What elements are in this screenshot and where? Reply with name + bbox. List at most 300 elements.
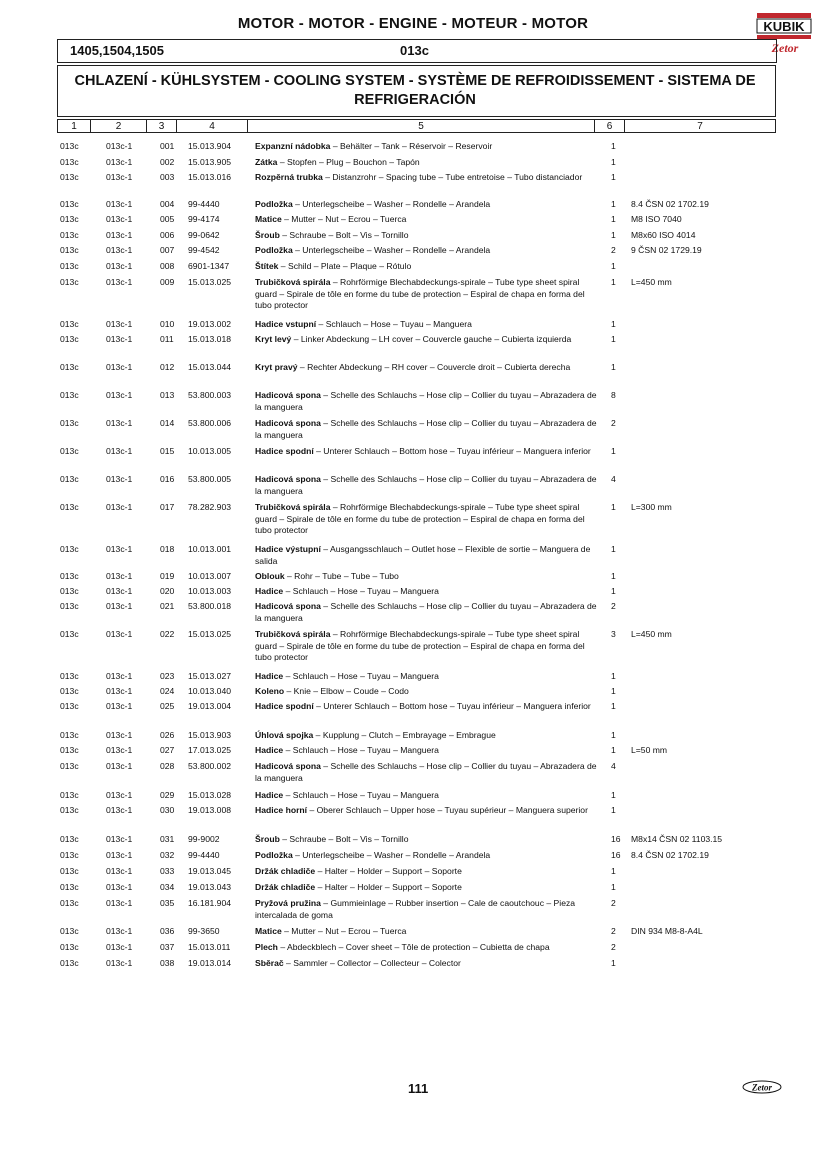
description-translations: – Unterlegscheibe – Washer – Rondelle – Arandela xyxy=(292,850,491,860)
description-translations: – Schelle des Schlauchs – Hose clip – Collier du tuyau – Abrazadera de la manguera xyxy=(255,390,597,412)
cell-quantity: 1 xyxy=(611,277,616,287)
page-title: MOTOR - MOTOR - ENGINE - MOTEUR - MOTOR xyxy=(237,15,589,32)
cell-position: 014 xyxy=(160,418,175,428)
cell-quantity: 1 xyxy=(611,199,616,209)
cell-group: 013c xyxy=(60,629,79,639)
cell-subgroup: 013c-1 xyxy=(106,686,133,696)
description-translations: – Unterlegscheibe – Washer – Rondelle – Arandela xyxy=(292,199,491,209)
description-translations: – Schild – Plate – Plaque – Rótulo xyxy=(278,261,412,271)
cell-quantity: 1 xyxy=(611,141,616,151)
description-czech: Hadicová spona xyxy=(255,390,321,400)
cell-note: L=450 mm xyxy=(631,629,672,639)
cell-subgroup: 013c-1 xyxy=(106,671,133,681)
description-czech: Podložka xyxy=(255,245,293,255)
cell-subgroup: 013c-1 xyxy=(106,390,133,400)
column-header-6: 6 xyxy=(595,120,625,132)
cell-part-number: 15.013.903 xyxy=(188,730,232,740)
cell-quantity: 1 xyxy=(611,958,616,968)
cell-group: 013c xyxy=(60,671,79,681)
cell-description xyxy=(255,926,600,938)
cell-quantity: 2 xyxy=(611,942,616,952)
cell-group: 013c xyxy=(60,544,79,554)
cell-subgroup: 013c-1 xyxy=(106,319,133,329)
cell-description xyxy=(255,850,600,862)
cell-part-number: 16.181.904 xyxy=(188,898,232,908)
column-header-4: 4 xyxy=(177,120,248,132)
cell-description xyxy=(255,761,600,784)
cell-group: 013c xyxy=(60,834,79,844)
cell-part-number: 99-4542 xyxy=(188,245,220,255)
cell-subgroup: 013c-1 xyxy=(106,882,133,892)
cell-part-number: 19.013.004 xyxy=(188,701,232,711)
description-czech: Plech xyxy=(255,942,278,952)
description-translations: – Halter – Holder – Support – Soporte xyxy=(315,866,462,876)
cell-part-number: 19.013.043 xyxy=(188,882,232,892)
cell-quantity: 1 xyxy=(611,544,616,554)
description-czech: Hadicová spona xyxy=(255,418,321,428)
cell-position: 005 xyxy=(160,214,175,224)
cell-description xyxy=(255,172,600,184)
cell-description xyxy=(255,805,600,817)
cell-subgroup: 013c-1 xyxy=(106,866,133,876)
cell-note: 8.4 ČSN 02 1702.19 xyxy=(631,199,709,209)
cell-group: 013c xyxy=(60,882,79,892)
description-czech: Hadicová spona xyxy=(255,761,321,771)
cell-description xyxy=(255,214,600,226)
cell-position: 030 xyxy=(160,805,175,815)
cell-description xyxy=(255,362,600,374)
description-translations: – Kupplung – Clutch – Embrayage – Embrague xyxy=(313,730,496,740)
cell-position: 016 xyxy=(160,474,175,484)
cell-group: 013c xyxy=(60,745,79,755)
description-translations: – Rechter Abdeckung – RH cover – Couvercle droit – Cubierta derecha xyxy=(297,362,571,372)
cell-part-number: 53.800.002 xyxy=(188,761,232,771)
cell-quantity: 1 xyxy=(611,214,616,224)
cell-group: 013c xyxy=(60,172,79,182)
cell-description xyxy=(255,629,600,664)
description-czech: Pryžová pružina xyxy=(255,898,321,908)
cell-group: 013c xyxy=(60,446,79,456)
cell-subgroup: 013c-1 xyxy=(106,629,133,639)
column-header-5: 5 xyxy=(248,120,595,132)
cell-group: 013c xyxy=(60,926,79,936)
cell-subgroup: 013c-1 xyxy=(106,805,133,815)
cell-note: L=450 mm xyxy=(631,277,672,287)
cell-position: 009 xyxy=(160,277,175,287)
cell-note: DIN 934 M8-8-A4L xyxy=(631,926,703,936)
section-title: CHLAZENÍ - KÜHLSYSTEM - COOLING SYSTEM - SYSTÈME DE REFROIDISSEMENT - SISTEMA DE REFRIGERACIÓN xyxy=(74,73,756,108)
cell-quantity: 1 xyxy=(611,671,616,681)
cell-subgroup: 013c-1 xyxy=(106,362,133,372)
cell-part-number: 15.013.025 xyxy=(188,277,232,287)
description-czech: Hadice xyxy=(255,790,284,800)
cell-subgroup: 013c-1 xyxy=(106,834,133,844)
cell-group: 013c xyxy=(60,942,79,952)
cell-subgroup: 013c-1 xyxy=(106,601,133,611)
cell-position: 038 xyxy=(160,958,175,968)
cell-description xyxy=(255,261,600,273)
description-translations: – Rohrförmige Blechabdeckungs-spirale – Tube type sheet spiral guard – Spirale de tôle en forme du tube de protection – Espiral de chapa en forma del tubo protector xyxy=(255,502,585,535)
cell-position: 032 xyxy=(160,850,175,860)
cell-group: 013c xyxy=(60,230,79,240)
description-translations: – Schlauch – Hose – Tuyau – Manguera xyxy=(283,745,439,755)
cell-description xyxy=(255,942,600,954)
cell-group: 013c xyxy=(60,141,79,151)
cell-position: 017 xyxy=(160,502,175,512)
cell-quantity: 1 xyxy=(611,446,616,456)
cell-quantity: 1 xyxy=(611,571,616,581)
description-czech: Podložka xyxy=(255,850,293,860)
cell-part-number: 17.013.025 xyxy=(188,745,232,755)
description-translations: – Rohrförmige Blechabdeckungs-spirale – Tube type sheet spiral guard – Spirale de tôle en forme du tube de protection – Espiral de chapa en forma del tubo protector xyxy=(255,277,585,310)
cell-subgroup: 013c-1 xyxy=(106,761,133,771)
cell-quantity: 1 xyxy=(611,745,616,755)
cell-group: 013c xyxy=(60,586,79,596)
cell-subgroup: 013c-1 xyxy=(106,544,133,554)
cell-position: 020 xyxy=(160,586,175,596)
cell-description xyxy=(255,474,600,497)
cell-note: M8x60 ISO 4014 xyxy=(631,230,696,240)
cell-quantity: 1 xyxy=(611,790,616,800)
cell-position: 018 xyxy=(160,544,175,554)
cell-group: 013c xyxy=(60,701,79,711)
cell-group: 013c xyxy=(60,390,79,400)
description-czech: Hadice xyxy=(255,745,284,755)
cell-description xyxy=(255,898,600,921)
cell-part-number: 53.800.005 xyxy=(188,474,232,484)
cell-part-number: 53.800.018 xyxy=(188,601,232,611)
cell-subgroup: 013c-1 xyxy=(106,502,133,512)
cell-position: 021 xyxy=(160,601,175,611)
cell-position: 026 xyxy=(160,730,175,740)
cell-position: 035 xyxy=(160,898,175,908)
cell-description xyxy=(255,544,600,567)
cell-part-number: 6901-1347 xyxy=(188,261,230,271)
description-translations: – Schraube – Bolt – Vis – Tornillo xyxy=(279,230,409,240)
cell-part-number: 53.800.006 xyxy=(188,418,232,428)
cell-position: 025 xyxy=(160,701,175,711)
cell-description xyxy=(255,882,600,894)
cell-group: 013c xyxy=(60,418,79,428)
cell-note: 9 ČSN 02 1729.19 xyxy=(631,245,702,255)
description-czech: Zátka xyxy=(255,157,278,167)
cell-quantity: 3 xyxy=(611,629,616,639)
cell-group: 013c xyxy=(60,334,79,344)
description-czech: Hadice vstupní xyxy=(255,319,317,329)
cell-position: 007 xyxy=(160,245,175,255)
description-translations: – Rohrförmige Blechabdeckungs-spirale – Tube type sheet spiral guard – Spirale de tôle en forme du tube de protection – Espiral de chapa en forma del tubo protector xyxy=(255,629,585,662)
cell-quantity: 1 xyxy=(611,866,616,876)
cell-group: 013c xyxy=(60,730,79,740)
cell-part-number: 10.013.005 xyxy=(188,446,232,456)
cell-quantity: 2 xyxy=(611,418,616,428)
description-czech: Hadicová spona xyxy=(255,474,321,484)
column-header-3: 3 xyxy=(147,120,177,132)
zetor-logo xyxy=(742,1080,782,1094)
cell-part-number: 15.013.044 xyxy=(188,362,232,372)
cell-subgroup: 013c-1 xyxy=(106,586,133,596)
cell-position: 010 xyxy=(160,319,175,329)
cell-note: L=300 mm xyxy=(631,502,672,512)
description-czech: Držák chladiče xyxy=(255,882,316,892)
cell-part-number: 15.013.016 xyxy=(188,172,232,182)
cell-part-number: 19.013.014 xyxy=(188,958,232,968)
page-number: 111 xyxy=(408,1081,429,1096)
description-czech: Kryt levý xyxy=(255,334,292,344)
description-czech: Trubičková spirála xyxy=(255,502,331,512)
description-translations: – Unterer Schlauch – Bottom hose – Tuyau inférieur – Manguera inferior xyxy=(313,701,591,711)
cell-subgroup: 013c-1 xyxy=(106,745,133,755)
cell-part-number: 19.013.002 xyxy=(188,319,232,329)
cell-quantity: 16 xyxy=(611,850,621,860)
column-header-7: 7 xyxy=(697,121,703,132)
description-czech: Štítek xyxy=(255,261,279,271)
column-header-1: 1 xyxy=(58,120,91,132)
description-czech: Hadice xyxy=(255,586,284,596)
cell-position: 022 xyxy=(160,629,175,639)
cell-quantity: 2 xyxy=(611,245,616,255)
cell-group: 013c xyxy=(60,571,79,581)
cell-quantity: 1 xyxy=(611,701,616,711)
cell-position: 003 xyxy=(160,172,175,182)
description-czech: Šroub xyxy=(255,834,280,844)
cell-description xyxy=(255,745,600,757)
description-czech: Hadicová spona xyxy=(255,601,321,611)
cell-note: 8.4 ČSN 02 1702.19 xyxy=(631,850,709,860)
description-translations: – Knie – Elbow – Coude – Codo xyxy=(284,686,409,696)
cell-position: 002 xyxy=(160,157,175,167)
cell-subgroup: 013c-1 xyxy=(106,157,133,167)
description-translations: – Schelle des Schlauchs – Hose clip – Collier du tuyau – Abrazadera de la manguera xyxy=(255,761,597,783)
description-translations: – Mutter – Nut – Ecrou – Tuerca xyxy=(281,926,407,936)
cell-description xyxy=(255,230,600,242)
cell-part-number: 15.013.028 xyxy=(188,790,232,800)
cell-quantity: 1 xyxy=(611,502,616,512)
cell-description xyxy=(255,418,600,441)
cell-group: 013c xyxy=(60,866,79,876)
description-czech: Šroub xyxy=(255,230,280,240)
cell-group: 013c xyxy=(60,157,79,167)
cell-note: L=50 mm xyxy=(631,745,668,755)
description-translations: – Schlauch – Hose – Tuyau – Manguera xyxy=(283,671,439,681)
cell-position: 024 xyxy=(160,686,175,696)
cell-description xyxy=(255,334,600,346)
cell-description xyxy=(255,866,600,878)
cell-part-number: 15.013.904 xyxy=(188,141,232,151)
cell-position: 027 xyxy=(160,745,175,755)
cell-description xyxy=(255,730,600,742)
cell-description xyxy=(255,686,600,698)
cell-part-number: 78.282.903 xyxy=(188,502,232,512)
cell-quantity: 16 xyxy=(611,834,621,844)
cell-quantity: 8 xyxy=(611,390,616,400)
cell-part-number: 99-3650 xyxy=(188,926,220,936)
cell-part-number: 15.013.025 xyxy=(188,629,232,639)
cell-group: 013c xyxy=(60,199,79,209)
cell-position: 008 xyxy=(160,261,175,271)
description-translations: – Linker Abdeckung – LH cover – Couvercle gauche – Cubierta izquierda xyxy=(291,334,572,344)
cell-position: 031 xyxy=(160,834,175,844)
cell-subgroup: 013c-1 xyxy=(106,261,133,271)
cell-subgroup: 013c-1 xyxy=(106,730,133,740)
description-translations: – Schlauch – Hose – Tuyau – Manguera xyxy=(283,586,439,596)
cell-subgroup: 013c-1 xyxy=(106,701,133,711)
cell-description xyxy=(255,701,600,713)
cell-quantity: 1 xyxy=(611,230,616,240)
description-czech: Rozpěrná trubka xyxy=(255,172,323,182)
cell-group: 013c xyxy=(60,362,79,372)
cell-subgroup: 013c-1 xyxy=(106,446,133,456)
description-czech: Sběrač xyxy=(255,958,284,968)
cell-description xyxy=(255,390,600,413)
description-translations: – Schlauch – Hose – Tuyau – Manguera xyxy=(316,319,472,329)
cell-quantity: 1 xyxy=(611,319,616,329)
cell-part-number: 10.013.001 xyxy=(188,544,232,554)
description-translations: – Schelle des Schlauchs – Hose clip – Collier du tuyau – Abrazadera de la manguera xyxy=(255,474,597,496)
cell-subgroup: 013c-1 xyxy=(106,277,133,287)
cell-description xyxy=(255,446,600,458)
description-translations: – Oberer Schlauch – Upper hose – Tuyau supérieur – Manguera superior xyxy=(307,805,588,815)
description-translations: – Unterer Schlauch – Bottom hose – Tuyau inférieur – Manguera inferior xyxy=(313,446,591,456)
cell-position: 034 xyxy=(160,882,175,892)
cell-group: 013c xyxy=(60,261,79,271)
cell-description xyxy=(255,245,600,257)
cell-position: 001 xyxy=(160,141,175,151)
cell-position: 015 xyxy=(160,446,175,456)
cell-part-number: 10.013.003 xyxy=(188,586,232,596)
cell-quantity: 1 xyxy=(611,362,616,372)
description-czech: Hadice spodní xyxy=(255,446,314,456)
cell-subgroup: 013c-1 xyxy=(106,418,133,428)
description-translations: – Schelle des Schlauchs – Hose clip – Collier du tuyau – Abrazadera de la manguera xyxy=(255,601,597,623)
description-translations: – Ausgangsschlauch – Outlet hose – Flexible de sortie – Manguera de salida xyxy=(255,544,591,566)
cell-subgroup: 013c-1 xyxy=(106,245,133,255)
cell-description xyxy=(255,586,600,598)
description-czech: Hadice spodní xyxy=(255,701,314,711)
description-translations: – Mutter – Nut – Ecrou – Tuerca xyxy=(281,214,407,224)
description-czech: Úhlová spojka xyxy=(255,730,314,740)
cell-part-number: 15.013.011 xyxy=(188,942,231,952)
cell-part-number: 10.013.007 xyxy=(188,571,232,581)
svg-text:Zetor: Zetor xyxy=(771,41,799,55)
cell-position: 023 xyxy=(160,671,175,681)
description-czech: Trubičková spirála xyxy=(255,277,331,287)
cell-subgroup: 013c-1 xyxy=(106,942,133,952)
cell-quantity: 1 xyxy=(611,882,616,892)
cell-subgroup: 013c-1 xyxy=(106,214,133,224)
model-numbers: 1405,1504,1505 xyxy=(70,43,164,58)
cell-subgroup: 013c-1 xyxy=(106,790,133,800)
cell-part-number: 15.013.027 xyxy=(188,671,232,681)
cell-part-number: 15.013.905 xyxy=(188,157,232,167)
cell-quantity: 1 xyxy=(611,157,616,167)
cell-part-number: 99-9002 xyxy=(188,834,220,844)
description-czech: Kryt pravý xyxy=(255,362,298,372)
cell-group: 013c xyxy=(60,214,79,224)
cell-position: 011 xyxy=(160,334,174,344)
cell-group: 013c xyxy=(60,850,79,860)
cell-note: M8x14 ČSN 02 1103.15 xyxy=(631,834,723,844)
cell-position: 012 xyxy=(160,362,175,372)
description-czech: Trubičková spirála xyxy=(255,629,331,639)
description-translations: – Halter – Holder – Support – Soporte xyxy=(315,882,462,892)
cell-quantity: 2 xyxy=(611,601,616,611)
cell-position: 013 xyxy=(160,390,175,400)
cell-group: 013c xyxy=(60,474,79,484)
cell-quantity: 2 xyxy=(611,898,616,908)
cell-position: 037 xyxy=(160,942,175,952)
cell-part-number: 19.013.008 xyxy=(188,805,232,815)
cell-part-number: 15.013.018 xyxy=(188,334,232,344)
cell-quantity: 4 xyxy=(611,474,616,484)
cell-quantity: 1 xyxy=(611,805,616,815)
cell-subgroup: 013c-1 xyxy=(106,172,133,182)
cell-group: 013c xyxy=(60,245,79,255)
column-header-2: 2 xyxy=(91,120,147,132)
cell-quantity: 1 xyxy=(611,730,616,740)
cell-group: 013c xyxy=(60,686,79,696)
cell-description xyxy=(255,601,600,624)
cell-group: 013c xyxy=(60,790,79,800)
cell-part-number: 10.013.040 xyxy=(188,686,232,696)
cell-position: 033 xyxy=(160,866,175,876)
cell-group: 013c xyxy=(60,319,79,329)
cell-description xyxy=(255,199,600,211)
description-czech: Matice xyxy=(255,214,282,224)
description-translations: – Gummieinlage – Rubber insertion – Cale de caoutchouc – Pieza intercalada de goma xyxy=(255,898,576,920)
cell-description xyxy=(255,571,600,583)
cell-part-number: 99-4440 xyxy=(188,850,220,860)
description-translations: – Abdeckblech – Cover sheet – Tôle de protection – Cubietta de chapa xyxy=(277,942,550,952)
cell-position: 029 xyxy=(160,790,175,800)
description-translations: – Sammler – Collector – Collecteur – Colector xyxy=(283,958,461,968)
cell-group: 013c xyxy=(60,898,79,908)
cell-description xyxy=(255,671,600,683)
svg-text:Zetor: Zetor xyxy=(752,1082,772,1093)
cell-note: M8 ISO 7040 xyxy=(631,214,682,224)
description-translations: – Distanzrohr – Spacing tube – Tube entretoise – Tubo distanciador xyxy=(322,172,583,182)
cell-group: 013c xyxy=(60,958,79,968)
cell-part-number: 99-4440 xyxy=(188,199,220,209)
description-czech: Podložka xyxy=(255,199,293,209)
cell-subgroup: 013c-1 xyxy=(106,230,133,240)
cell-description xyxy=(255,834,600,846)
cell-subgroup: 013c-1 xyxy=(106,334,133,344)
cell-part-number: 53.800.003 xyxy=(188,390,232,400)
cell-subgroup: 013c-1 xyxy=(106,571,133,581)
description-translations: – Unterlegscheibe – Washer – Rondelle – Arandela xyxy=(292,245,491,255)
cell-quantity: 1 xyxy=(611,586,616,596)
cell-position: 004 xyxy=(160,199,175,209)
svg-text:KUBIK: KUBIK xyxy=(763,19,805,34)
description-czech: Držák chladiče xyxy=(255,866,316,876)
description-czech: Expanzní nádobka xyxy=(255,141,331,151)
cell-position: 006 xyxy=(160,230,175,240)
cell-description xyxy=(255,958,600,970)
description-translations: – Stopfen – Plug – Bouchon – Tapón xyxy=(277,157,420,167)
description-translations: – Rohr – Tube – Tube – Tubo xyxy=(284,571,399,581)
cell-description xyxy=(255,141,600,153)
cell-subgroup: 013c-1 xyxy=(106,850,133,860)
cell-group: 013c xyxy=(60,277,79,287)
description-translations: – Schelle des Schlauchs – Hose clip – Collier du tuyau – Abrazadera de la manguera xyxy=(255,418,597,440)
cell-position: 019 xyxy=(160,571,175,581)
cell-quantity: 2 xyxy=(611,926,616,936)
cell-description xyxy=(255,157,600,169)
cell-group: 013c xyxy=(60,601,79,611)
cell-subgroup: 013c-1 xyxy=(106,141,133,151)
description-czech: Koleno xyxy=(255,686,285,696)
